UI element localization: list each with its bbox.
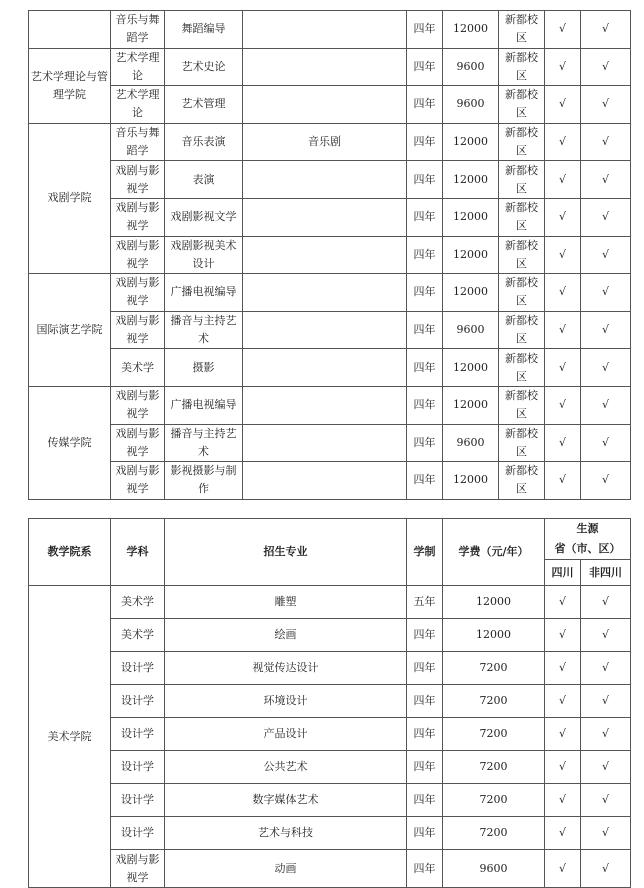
campus-cell: 新都校区 [499,123,545,161]
college-cell: 艺术学理论与管理学院 [29,48,111,123]
non-sichuan-check: √ [581,48,631,86]
major-cell: 艺术史论 [165,48,243,86]
duration-cell: 四年 [407,349,443,387]
non-sichuan-check: √ [581,236,631,274]
fee-cell: 12000 [443,161,499,199]
non-sichuan-check: √ [581,311,631,349]
table-row [29,86,631,124]
sichuan-check: √ [545,48,581,86]
fee-cell: 12000 [443,198,499,236]
subject-cell: 戏剧与影视学 [111,850,165,888]
non-sichuan-check: √ [581,198,631,236]
major-cell: 产品设计 [165,718,407,751]
fee-cell: 9600 [443,850,545,888]
sichuan-check: √ [545,619,581,652]
sichuan-check: √ [545,349,581,387]
sichuan-check: √ [545,685,581,718]
major-cell: 数字媒体艺术 [165,784,407,817]
non-sichuan-check: √ [581,817,631,850]
campus-cell: 新都校区 [499,86,545,124]
sichuan-check: √ [545,652,581,685]
college-cell: 国际演艺学院 [29,274,111,387]
header-non-sichuan: 非四川 [581,560,631,586]
duration-cell: 四年 [407,161,443,199]
direction-cell [243,311,407,349]
direction-cell [243,161,407,199]
fee-cell: 12000 [443,386,499,424]
sichuan-check: √ [545,123,581,161]
major-cell: 艺术管理 [165,86,243,124]
non-sichuan-check: √ [581,685,631,718]
fee-cell: 7200 [443,751,545,784]
non-sichuan-check: √ [581,784,631,817]
table-row [29,386,631,424]
non-sichuan-check: √ [581,586,631,619]
subject-cell: 设计学 [111,718,165,751]
direction-cell [243,274,407,312]
campus-cell: 新都校区 [499,462,545,500]
major-cell: 绘画 [165,619,407,652]
major-cell: 视觉传达设计 [165,652,407,685]
subject-cell: 音乐与舞蹈学 [111,11,165,49]
table-row [29,718,631,751]
direction-cell [243,11,407,49]
non-sichuan-check: √ [581,274,631,312]
major-cell: 环境设计 [165,685,407,718]
duration-cell: 五年 [407,586,443,619]
campus-cell: 新都校区 [499,236,545,274]
subject-cell: 戏剧与影视学 [111,236,165,274]
subject-cell: 设计学 [111,784,165,817]
sichuan-check: √ [545,236,581,274]
sichuan-check: √ [545,751,581,784]
header-fee: 学费（元/年） [443,519,545,586]
fee-cell: 7200 [443,685,545,718]
college-cell: 美术学院 [29,586,111,888]
major-cell: 雕塑 [165,586,407,619]
table-row [29,48,631,86]
fee-cell: 12000 [443,11,499,49]
subject-cell: 戏剧与影视学 [111,274,165,312]
subject-cell: 艺术学理论 [111,48,165,86]
fee-cell: 7200 [443,652,545,685]
subject-cell: 设计学 [111,685,165,718]
table-row [29,424,631,462]
duration-cell: 四年 [407,850,443,888]
college-cell [29,11,111,49]
header-source [545,519,631,560]
header-major: 招生专业 [165,519,407,586]
fee-cell: 12000 [443,236,499,274]
table-row [29,652,631,685]
table-row [29,784,631,817]
duration-cell: 四年 [407,652,443,685]
sichuan-check: √ [545,462,581,500]
subject-cell: 设计学 [111,817,165,850]
subject-cell: 戏剧与影视学 [111,161,165,199]
fee-cell: 12000 [443,586,545,619]
non-sichuan-check: √ [581,718,631,751]
fee-cell: 9600 [443,48,499,86]
table-header-row [29,519,631,560]
duration-cell: 四年 [407,274,443,312]
campus-cell: 新都校区 [499,161,545,199]
sichuan-check: √ [545,586,581,619]
sichuan-check: √ [545,86,581,124]
subject-cell: 戏剧与影视学 [111,198,165,236]
non-sichuan-check: √ [581,86,631,124]
duration-cell: 四年 [407,48,443,86]
sichuan-check: √ [545,311,581,349]
direction-cell [243,236,407,274]
sichuan-check: √ [545,198,581,236]
fee-cell: 12000 [443,123,499,161]
major-cell: 广播电视编导 [165,274,243,312]
duration-cell: 四年 [407,311,443,349]
sichuan-check: √ [545,161,581,199]
sichuan-check: √ [545,11,581,49]
college-cell: 传媒学院 [29,386,111,499]
table-row [29,274,631,312]
major-cell: 戏剧影视文学 [165,198,243,236]
non-sichuan-check: √ [581,462,631,500]
direction-cell [243,349,407,387]
major-cell: 摄影 [165,349,243,387]
table-row [29,123,631,161]
table-row [29,349,631,387]
major-cell: 影视摄影与制作 [165,462,243,500]
table-row [29,311,631,349]
duration-cell: 四年 [407,424,443,462]
fee-cell: 12000 [443,619,545,652]
non-sichuan-check: √ [581,850,631,888]
header-sichuan: 四川 [545,560,581,586]
direction-cell [243,48,407,86]
direction-cell [243,198,407,236]
table-row [29,161,631,199]
non-sichuan-check: √ [581,123,631,161]
subject-cell: 设计学 [111,652,165,685]
fee-cell: 12000 [443,274,499,312]
fee-cell: 12000 [443,462,499,500]
direction-cell: 音乐剧 [243,123,407,161]
duration-cell: 四年 [407,817,443,850]
subject-cell: 戏剧与影视学 [111,462,165,500]
table-row [29,462,631,500]
non-sichuan-check: √ [581,386,631,424]
direction-cell [243,462,407,500]
direction-cell [243,386,407,424]
duration-cell: 四年 [407,784,443,817]
major-cell: 播音与主持艺术 [165,424,243,462]
duration-cell: 四年 [407,751,443,784]
campus-cell: 新都校区 [499,274,545,312]
non-sichuan-check: √ [581,619,631,652]
subject-cell: 艺术学理论 [111,86,165,124]
table-row [29,685,631,718]
major-cell: 艺术与科技 [165,817,407,850]
sichuan-check: √ [545,424,581,462]
major-cell: 动画 [165,850,407,888]
fee-cell: 7200 [443,718,545,751]
subject-cell: 音乐与舞蹈学 [111,123,165,161]
duration-cell: 四年 [407,236,443,274]
subject-cell: 美术学 [111,586,165,619]
major-cell: 音乐表演 [165,123,243,161]
major-cell: 表演 [165,161,243,199]
campus-cell: 新都校区 [499,386,545,424]
table-row [29,586,631,619]
sichuan-check: √ [545,718,581,751]
campus-cell: 新都校区 [499,349,545,387]
subject-cell: 戏剧与影视学 [111,386,165,424]
college-cell: 戏剧学院 [29,123,111,273]
fee-cell: 9600 [443,86,499,124]
campus-cell: 新都校区 [499,198,545,236]
subject-cell: 戏剧与影视学 [111,424,165,462]
enrollment-table-continued [28,10,631,500]
campus-cell: 新都校区 [499,48,545,86]
subject-cell: 美术学 [111,349,165,387]
subject-cell: 美术学 [111,619,165,652]
non-sichuan-check: √ [581,349,631,387]
header-source-label: 生源 [576,522,599,535]
subject-cell: 设计学 [111,751,165,784]
duration-cell: 四年 [407,619,443,652]
table-row [29,817,631,850]
sichuan-check: √ [545,274,581,312]
fee-cell: 7200 [443,784,545,817]
table-row [29,198,631,236]
major-cell: 广播电视编导 [165,386,243,424]
table-row [29,11,631,49]
non-sichuan-check: √ [581,11,631,49]
major-cell: 戏剧影视美术设计 [165,236,243,274]
direction-cell [243,86,407,124]
fee-cell: 7200 [443,817,545,850]
table-row [29,850,631,888]
table-row [29,619,631,652]
sichuan-check: √ [545,850,581,888]
campus-cell: 新都校区 [499,311,545,349]
table-row [29,236,631,274]
major-cell: 播音与主持艺术 [165,311,243,349]
non-sichuan-check: √ [581,751,631,784]
duration-cell: 四年 [407,123,443,161]
duration-cell: 四年 [407,11,443,49]
non-sichuan-check: √ [581,424,631,462]
campus-cell: 新都校区 [499,424,545,462]
fee-cell: 12000 [443,349,499,387]
sichuan-check: √ [545,784,581,817]
duration-cell: 四年 [407,718,443,751]
major-cell: 舞蹈编导 [165,11,243,49]
campus-cell: 新都校区 [499,11,545,49]
major-cell: 公共艺术 [165,751,407,784]
header-province-label: 省（市、区） [554,542,621,555]
header-subject: 学科 [111,519,165,586]
sichuan-check: √ [545,817,581,850]
duration-cell: 四年 [407,198,443,236]
fee-cell: 9600 [443,424,499,462]
header-duration: 学制 [407,519,443,586]
duration-cell: 四年 [407,685,443,718]
duration-cell: 四年 [407,386,443,424]
fine-arts-enrollment-table [28,518,631,888]
duration-cell: 四年 [407,462,443,500]
direction-cell [243,424,407,462]
non-sichuan-check: √ [581,161,631,199]
subject-cell: 戏剧与影视学 [111,311,165,349]
table-row [29,751,631,784]
sichuan-check: √ [545,386,581,424]
header-college: 教学院系 [29,519,111,586]
non-sichuan-check: √ [581,652,631,685]
duration-cell: 四年 [407,86,443,124]
fee-cell: 9600 [443,311,499,349]
